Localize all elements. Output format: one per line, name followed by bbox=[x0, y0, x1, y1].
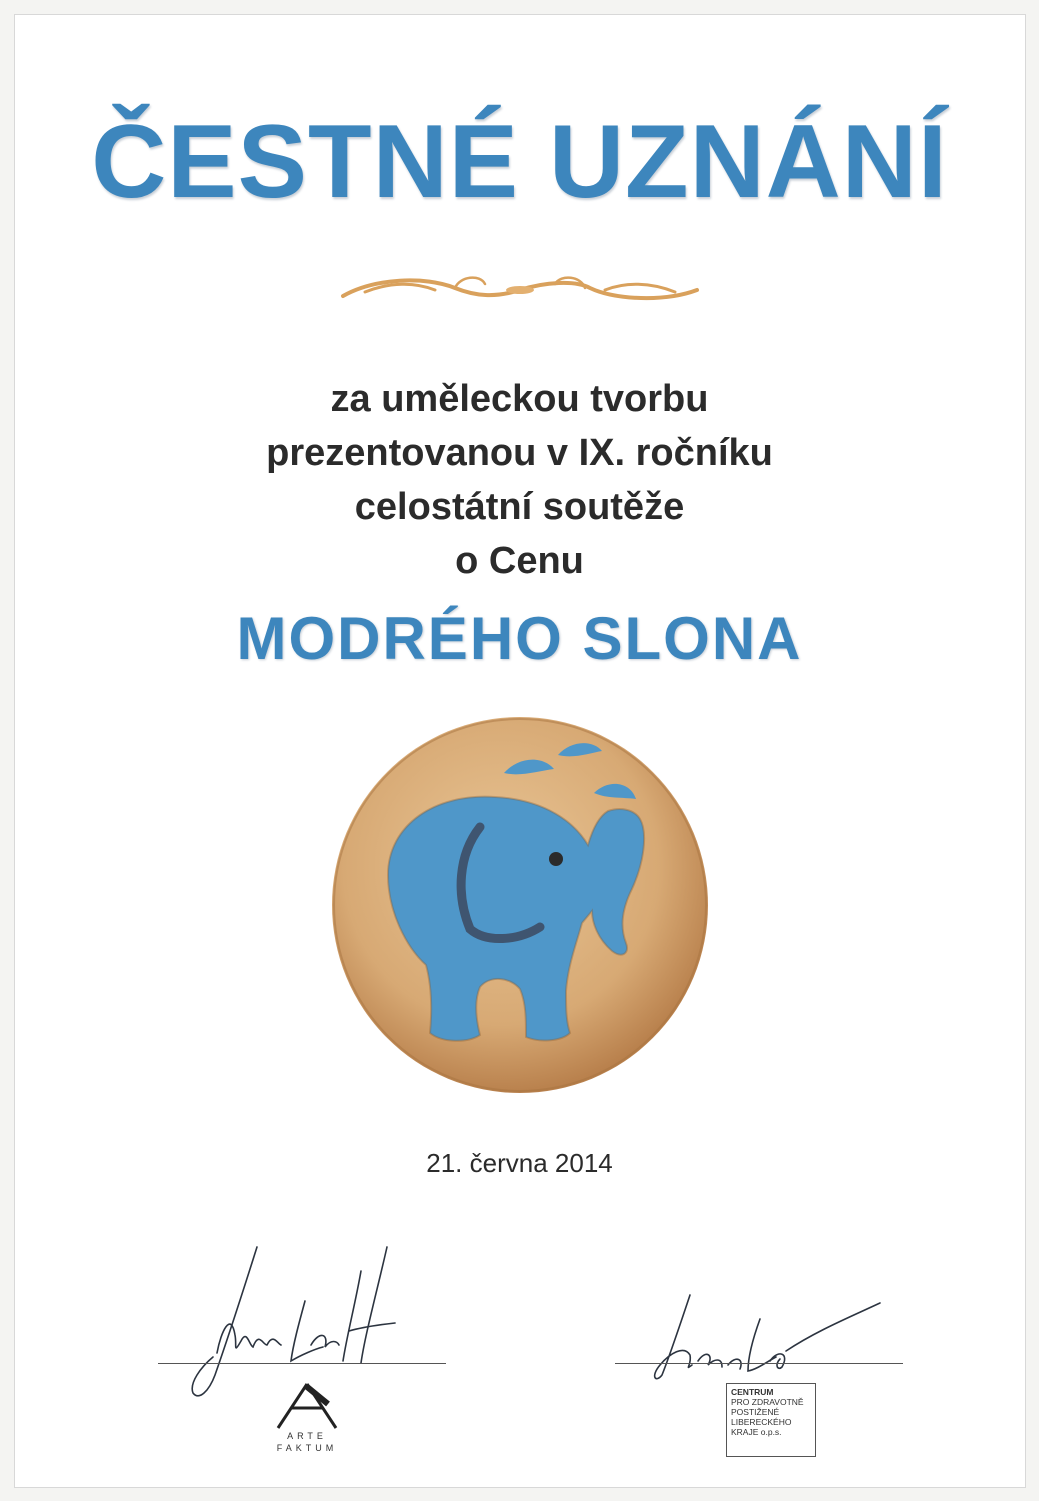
centrum-line-2: PRO ZDRAVOTNĚ bbox=[731, 1397, 804, 1407]
centrum-line-3: POSTIŽENÉ bbox=[731, 1407, 780, 1417]
body-line-1: za uměleckou tvorbu bbox=[330, 378, 709, 420]
centrum-logo bbox=[726, 1383, 816, 1457]
arte-faktum-logo-icon bbox=[272, 1382, 342, 1430]
body-line-3: celostátní soutěže bbox=[354, 486, 685, 528]
ornament-divider-icon bbox=[335, 268, 705, 308]
centrum-line-1: CENTRUM bbox=[731, 1387, 774, 1397]
signature-line-left bbox=[158, 1363, 446, 1364]
body-line-2: prezentovanou v IX. ročníku bbox=[266, 432, 773, 474]
signature-left-icon bbox=[155, 1235, 455, 1405]
certificate-title: ČESTNÉ UZNÁNÍ bbox=[91, 104, 948, 220]
award-name: MODRÉHO SLONA bbox=[236, 605, 803, 672]
signature-line-right bbox=[615, 1363, 903, 1364]
arte-text-line2: FAKTUM bbox=[276, 1443, 338, 1453]
centrum-line-5: KRAJE o.p.s. bbox=[731, 1427, 782, 1437]
signature-right-icon bbox=[610, 1275, 910, 1395]
certificate-date: 21. června 2014 bbox=[426, 1148, 613, 1178]
arte-text-line1: ARTE bbox=[287, 1431, 327, 1441]
body-line-4: o Cenu bbox=[455, 540, 584, 582]
centrum-line-4: LIBERECKÉHO bbox=[731, 1417, 792, 1427]
blue-elephant-medal-icon bbox=[330, 715, 710, 1095]
certificate-body bbox=[0, 372, 1039, 588]
arte-faktum-logo bbox=[262, 1382, 352, 1482]
